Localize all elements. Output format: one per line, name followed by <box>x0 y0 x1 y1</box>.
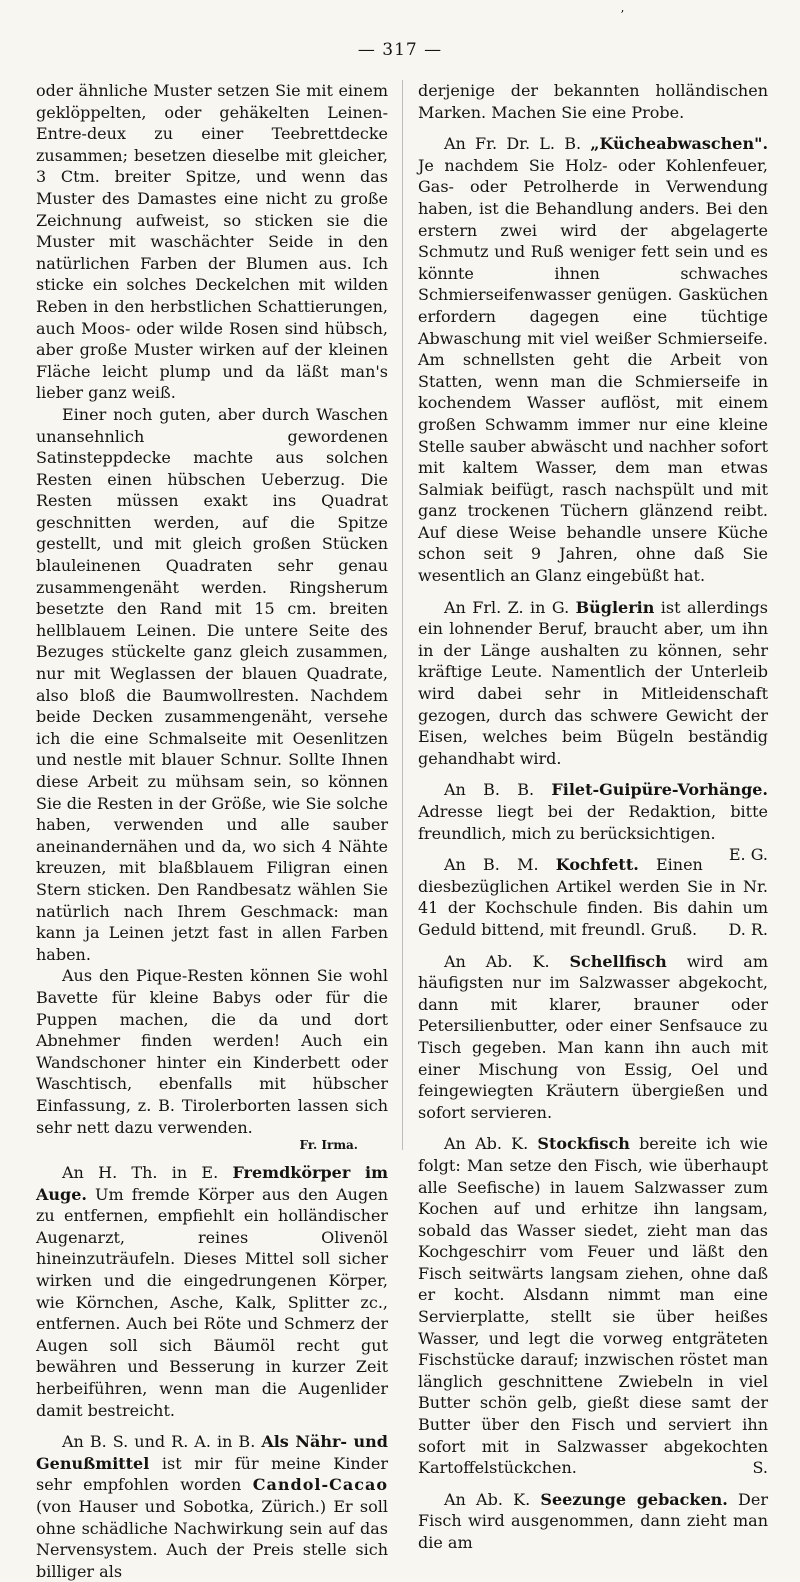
product-name: Candol-Cacao <box>252 1475 388 1495</box>
signature: S. <box>752 1458 768 1478</box>
entry-address: An Fr. Dr. L. B. <box>444 134 582 154</box>
entry-seezunge <box>418 1489 768 1554</box>
entry-heading: Büglerin <box>575 597 655 617</box>
entry-address: An B. M. <box>444 855 539 875</box>
entry-text: (von Hauser und Sobotka, Zürich.) Er soll ohne schädliche Nachwirkung sein auf das Nervensystem. Auch der Preis stelle sich billiger als <box>36 1497 388 1581</box>
entry-kochfett <box>418 854 768 940</box>
entry-text: Um fremde Körper aus den Augen zu entfernen, empfiehlt ein holländischer Augenarzt, reines Olivenöl hineinzuträufeln. Dieses Mittel soll sicher wirken und die eingedrungenen Körper, wie Körnchen, Asche, Kalk, Splitter zc., entfernen. Auch bei Röte und Schmerz der Augen soll sich Bäumöl recht gut bewähren und Besserung in kurzer Zeit herbeiführen, wenn man die Augenlider damit bestreicht. <box>36 1184 388 1420</box>
entry-naehrmittel <box>36 1431 388 1582</box>
signature: D. R. <box>728 919 768 939</box>
entry-text: wird am häufigsten nur im Salzwasser abgekocht, dann mit klarer, brauner oder Petersilienbutter, oder einer Senfsauce zu Tisch gegeben. Man kann ihn auch mit einer Mischung von Essig, Oel und feingewiegten Kräutern übergießen und sofort servieren. <box>418 951 769 1122</box>
entry-heading: Als Nähr- und Genußmittel <box>36 1432 388 1473</box>
entry-text: Der Fisch wird ausgenommen, dann zieht man die am <box>418 1489 768 1552</box>
entry-fremdkoerper <box>36 1162 388 1421</box>
entry-kuecheabwaschen <box>418 133 768 586</box>
entry-address: An Ab. K. <box>444 1134 529 1154</box>
entry-address: An H. Th. in E. <box>62 1163 219 1183</box>
entry-address: An B. B. <box>444 780 535 800</box>
entry-heading: „Kücheabwaschen". <box>590 134 769 154</box>
entry-heading: Filet-Guipüre-Vorhänge. <box>551 780 768 800</box>
page-number: — 317 — <box>357 40 443 60</box>
entry-text: Adresse liegt bei der Redaktion, bitte freundlich, mich zu berücksichtigen. <box>418 802 768 843</box>
entry-heading: Fremdkörper im Auge. <box>36 1163 388 1204</box>
paragraph: derjenige der bekannten holländischen Marken. Machen Sie eine Probe. <box>418 81 768 122</box>
entry-address: An Frl. Z. in G. <box>444 597 570 617</box>
entry-heading: Schellfisch <box>569 951 667 971</box>
right-column <box>418 80 769 1552</box>
entry-heading: Seezunge gebacken. <box>540 1489 728 1509</box>
left-column <box>36 80 388 1581</box>
paragraph: Einer noch guten, aber durch Waschen unansehnlich gewordenen Satinsteppdecke machte aus solchen Resten einen hübschen Ueberzug. Die Resten müssen exakt ins Quadrat geschnitten werden, auf die Spitze gestellt, und mit gleich großen Stücken blauleinenen Quadraten sehr genau zusammengenäht werden. Ringsherum besetzte den Rand mit 15 cm. breiten hellblauem Leinen. Die untere Seite des Bezuges stückelte ganz gleich zusammen, nur mit Weglassen der blauen Quadrate, also bloß die Baumwollresten. Nachdem beide Decken zusammengenäht, versehe ich die eine Schmalseite mit Oesenlitzen und nestle mit blauer Schnur. Sollte Ihnen diese Arbeit zu mühsam sein, so können Sie die Resten in der Größe, wie Sie solche haben, verwenden und alle sauber aneinandernähen und da, wo sich 4 Nähte kreuzen, mit blaßblauem Filigran einen Stern sticken. Den Randbesatz wählen Sie natürlich nach Ihrem Geschmack: man kann ja Leinen jetzt fast in allen Farben haben. <box>36 404 388 964</box>
entry-bueglerin <box>418 597 768 770</box>
entry-stockfisch <box>418 1133 768 1479</box>
entry-text: Einen diesbezüglichen Artikel werden Sie in Nr. 41 der Kochschule finden. Bis dahin um Geduld bittend, mit freundl. Gruß. <box>418 855 768 939</box>
entry-heading: Stockfisch <box>537 1134 630 1154</box>
paragraph: Aus den Pique-Resten können Sie wohl Bavette für kleine Babys oder für die Puppen machen, die da und dort Abnehmer finden werden! Auch ein Wandschoner hinter ein Kinderbett oder Waschtisch, ebenfalls mit hübscher Einfassung, z. B. Tirolerborten lassen sich sehr nett dazu verwenden. <box>36 966 388 1137</box>
entry-address: An Ab. K. <box>444 1489 531 1509</box>
entry-text: Je nachdem Sie Holz- oder Kohlenfeuer, Gas- oder Petrolherde in Verwendung haben, ist die Behandlung anders. Bei den erstern zwei wird der abgelagerte Schmutz und Ruß weniger fett sein und es könnte ihnen schwaches Schmierseifenwasser genügen. Gasküchen erfordern dagegen eine tüchtige Abwaschung mit viel weißer Schmierseife. Am schnellsten geht die Arbeit von Statten, wenn man die Schmierseife in kochendem Wasser auflöst, mit einem großen Schwamm immer nur eine kleine Stelle sauber abwäscht und nachher sofort mit kaltem Wasser, dem man etwas Salmiak beifügt, rasch nachspült und mit ganz trockenen Tüchern glänzend reibt. Auf diese Weise behandle unsere Küche schon seit 9 Jahren, ohne daß Sie wesentlich an Glanz eingebüßt hat. <box>418 155 768 586</box>
entry-heading: Kochfett. <box>555 855 639 875</box>
entry-schellfisch <box>418 951 768 1124</box>
entry-address: An Ab. K. <box>444 951 550 971</box>
signature: Fr. Irma. <box>299 1138 358 1153</box>
column-divider <box>402 80 403 1150</box>
entry-text: ist mir für meine Kinder sehr empfohlen worden <box>36 1453 388 1495</box>
corner-mark: ʼ <box>620 8 624 22</box>
entry-text: bereite ich wie folgt: Man setze den Fisch, wie überhaupt alle Seefische) in lauem Salzwasser zum Kochen auf und erhitze ihn langsam, sobald das Wasser siedet, zieht man das Kochgeschirr vom Feuer und läßt den Fisch seitwärts langsam ziehen, ohne daß er kocht. Alsdann nimmt man eine Servierplatte, stellt sie über heißes Wasser, und legt die vorweg entgräteten Fischstücke darauf; inzwischen röstet man länglich geschnittene Zwiebeln in viel Butter schön gelb, gießt diese samt der Butter über den Fisch und serviert ihn sofort mit in Salzwasser abgekochten Kartoffelstückchen. <box>418 1134 768 1478</box>
signature: E. G. <box>728 845 768 865</box>
entry-text: ist allerdings ein lohnender Beruf, braucht aber, um ihn in der Länge aushalten zu können, sehr kräftige Leute. Namentlich der Unterleib wird dabei sehr in Mitleidenschaft gezogen, durch das schwere Gewicht der Eisen, welches beim Bügeln beständig gehandhabt wird. <box>418 597 768 768</box>
entry-address: An B. S. und R. A. in B. <box>62 1432 256 1452</box>
paragraph: oder ähnliche Muster setzen Sie mit einem geklöppelten, oder gehäkelten Leinen-Entre-deux zu einer Teebrettdecke zusammen; besetzen dieselbe mit gleicher, 3 Ctm. breiter Spitze, und wenn das Muster des Damastes eine nicht zu große Zeichnung aufweist, so sticken sie die Muster mit waschächter Seide in den natürlichen Farben der Blumen aus. Ich sticke ein solches Deckelchen mit wilden Reben in den herbstlichen Schattierungen, auch Moos- oder wilde Rosen sind hübsch, aber große Muster wirken auf der kleinen Fläche leicht plump und da läßt man's lieber ganz weiß. <box>36 81 388 403</box>
